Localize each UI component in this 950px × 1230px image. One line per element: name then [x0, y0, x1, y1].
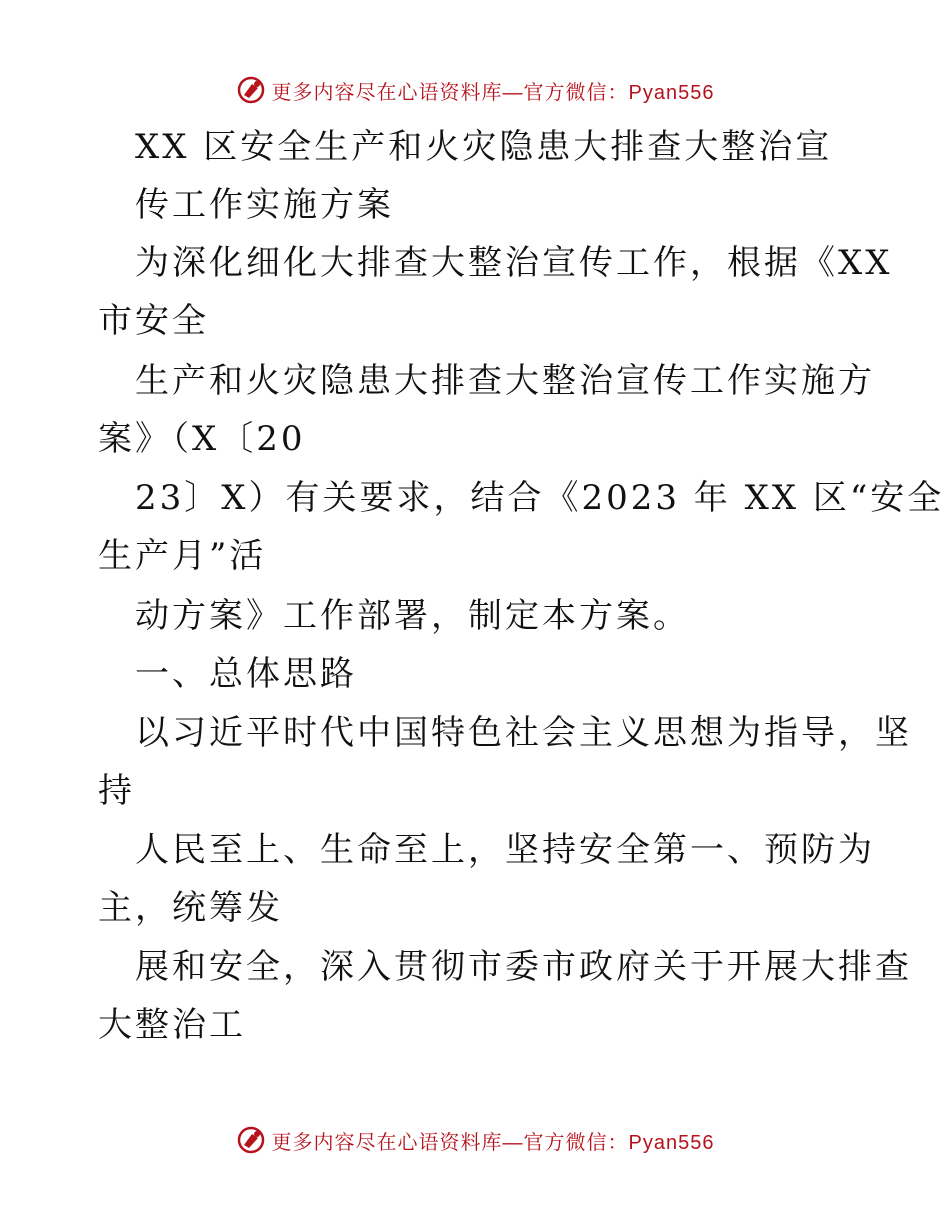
paragraph-line: 主，统筹发: [98, 888, 283, 928]
section-heading: 一、总体思路: [135, 654, 357, 694]
paragraph-line: 23〕X）有关要求，结合《2023 年 XX 区“安全: [135, 478, 945, 518]
paragraph-line: 持: [98, 771, 135, 811]
paragraph-line: 市安全: [98, 301, 209, 341]
title-line-2: 传工作实施方案: [135, 185, 394, 225]
paragraph-line: 为深化细化大排查大整治宣传工作，根据《XX: [135, 243, 893, 283]
paragraph-line: 生产月”活: [98, 536, 267, 576]
paragraph-line: 展和安全，深入贯彻市委市政府关于开展大排查: [135, 947, 912, 987]
footer-watermark: [0, 1120, 950, 1160]
paragraph-line: 人民至上、生命至上，坚持安全第一、预防为: [135, 830, 875, 870]
paragraph-line: 生产和火灾隐患大排查大整治宣传工作实施方: [135, 361, 875, 401]
watermark-text: 更多内容尽在心语资料库—官方微信：Pyan556: [271, 1131, 715, 1154]
paragraph-line: 案》（X〔20: [98, 419, 306, 459]
watermark-text: 更多内容尽在心语资料库—官方微信：Pyan556: [271, 81, 715, 104]
paragraph-line: 以习近平时代中国特色社会主义思想为指导，坚: [135, 713, 912, 753]
brand-logo-icon: [236, 1125, 266, 1155]
paragraph-line: 动方案》工作部署，制定本方案。: [135, 596, 690, 636]
paragraph-line: 大整治工: [98, 1005, 246, 1045]
title-line-1: XX 区安全生产和火灾隐患大排查大整治宣: [135, 127, 833, 167]
